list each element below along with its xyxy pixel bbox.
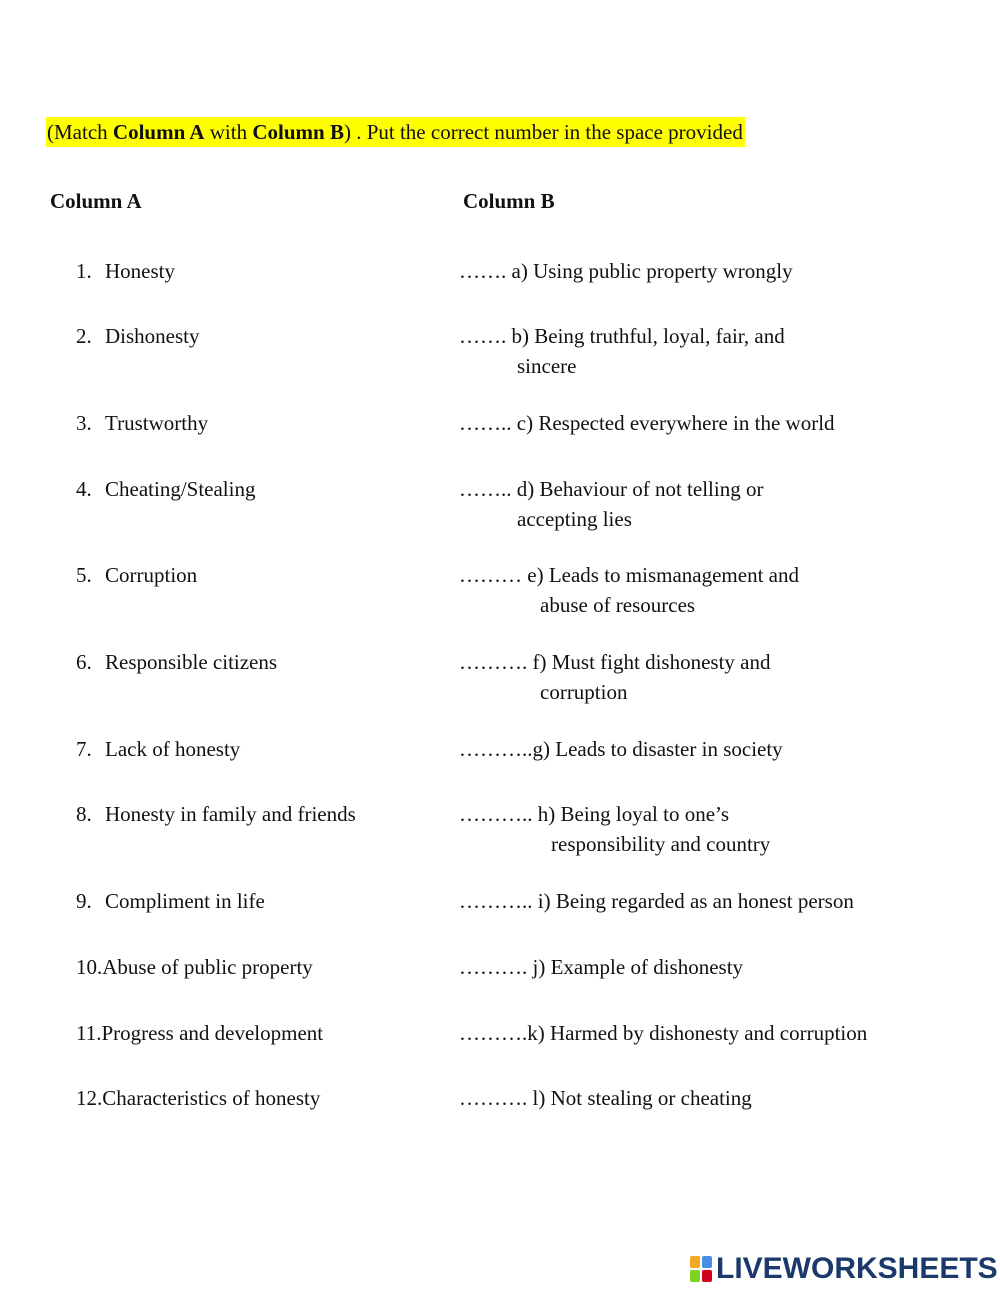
item-number: 3.	[76, 411, 92, 435]
item-text: Corruption	[105, 563, 198, 587]
logo-mark-icon	[690, 1256, 712, 1282]
column-a-item	[76, 560, 197, 590]
column-b-item	[459, 799, 770, 859]
item-text: Responsible citizens	[105, 650, 278, 674]
item-text: Progress and development	[101, 1021, 324, 1045]
column-b-item	[459, 321, 785, 381]
column-b-item	[459, 408, 835, 438]
item-number: 5.	[76, 563, 92, 587]
column-b-item	[459, 1018, 867, 1048]
item-text: Dishonesty	[105, 324, 200, 348]
column-b-item	[459, 474, 763, 534]
column-a-item	[76, 1083, 320, 1113]
column-a-item	[76, 321, 200, 351]
column-b-item	[459, 1083, 752, 1113]
answer-line: ……. a) Using public property wrongly	[459, 259, 793, 283]
answer-line-continued: corruption	[540, 680, 628, 704]
column-b-item	[459, 886, 854, 916]
item-text: Honesty	[105, 259, 175, 283]
instruction	[46, 117, 745, 147]
column-b-item	[459, 560, 799, 620]
answer-line: ……… e) Leads to mismanagement and	[459, 563, 799, 587]
answer-line: ………..g) Leads to disaster in society	[459, 737, 783, 761]
item-number: 4.	[76, 477, 92, 501]
column-a-item	[76, 799, 356, 829]
column-b-header: Column B	[463, 189, 555, 213]
item-number: 7.	[76, 737, 92, 761]
item-number: 9.	[76, 889, 92, 913]
answer-line: ……. b) Being truthful, loyal, fair, and	[459, 324, 785, 348]
item-number: 10.	[76, 955, 103, 979]
instruction-bold1: Column A	[112, 120, 205, 144]
column-a-item	[76, 647, 277, 677]
column-b-item	[459, 647, 770, 707]
answer-line: ………. f) Must fight dishonesty and	[459, 650, 771, 674]
answer-line: ………. l) Not stealing or cheating	[459, 1086, 752, 1110]
answer-line: ……….. i) Being regarded as an honest person	[459, 889, 854, 913]
item-text: Trustworthy	[105, 411, 209, 435]
answer-line-continued: sincere	[517, 354, 577, 378]
answer-line: …….. c) Respected everywhere in the world	[459, 411, 835, 435]
answer-line-continued: abuse of resources	[540, 593, 696, 617]
item-number: 12.	[76, 1086, 103, 1110]
answer-line-continued: accepting lies	[517, 507, 632, 531]
instruction-part3: ) . Put the correct number in the space provided	[343, 120, 743, 144]
column-b-item	[459, 256, 793, 286]
item-text: Cheating/Stealing	[105, 477, 256, 501]
instruction-part1: (Match	[47, 120, 113, 144]
item-number: 11.	[76, 1021, 102, 1045]
column-b-item	[459, 952, 743, 982]
item-text: Characteristics of honesty	[102, 1086, 321, 1110]
item-number: 8.	[76, 802, 92, 826]
column-a-item	[76, 734, 240, 764]
instruction-part2: with	[204, 120, 253, 144]
answer-line: ……….k) Harmed by dishonesty and corruption	[459, 1021, 868, 1045]
column-a-item	[76, 886, 265, 916]
column-a-item	[76, 474, 255, 504]
answer-line-continued: responsibility and country	[551, 832, 771, 856]
answer-line: ………. j) Example of dishonesty	[459, 955, 744, 979]
liveworksheets-logo	[690, 1252, 998, 1286]
answer-line: …….. d) Behaviour of not telling or	[459, 477, 764, 501]
item-text: Compliment in life	[105, 889, 265, 913]
instruction-bold2: Column B	[252, 120, 344, 144]
column-a-item	[76, 408, 208, 438]
item-number: 2.	[76, 324, 92, 348]
item-number: 6.	[76, 650, 92, 674]
item-text: Abuse of public property	[102, 955, 313, 979]
logo-text: LIVEWORKSHEETS	[716, 1252, 998, 1285]
column-a-item	[76, 1018, 323, 1048]
item-text: Lack of honesty	[105, 737, 241, 761]
column-b-item	[459, 734, 783, 764]
column-a-header: Column A	[50, 189, 142, 213]
column-a-item	[76, 256, 175, 286]
answer-line: ……….. h) Being loyal to one’s	[459, 802, 730, 826]
column-a-item	[76, 952, 313, 982]
item-text: Honesty in family and friends	[105, 802, 356, 826]
item-number: 1.	[76, 259, 92, 283]
